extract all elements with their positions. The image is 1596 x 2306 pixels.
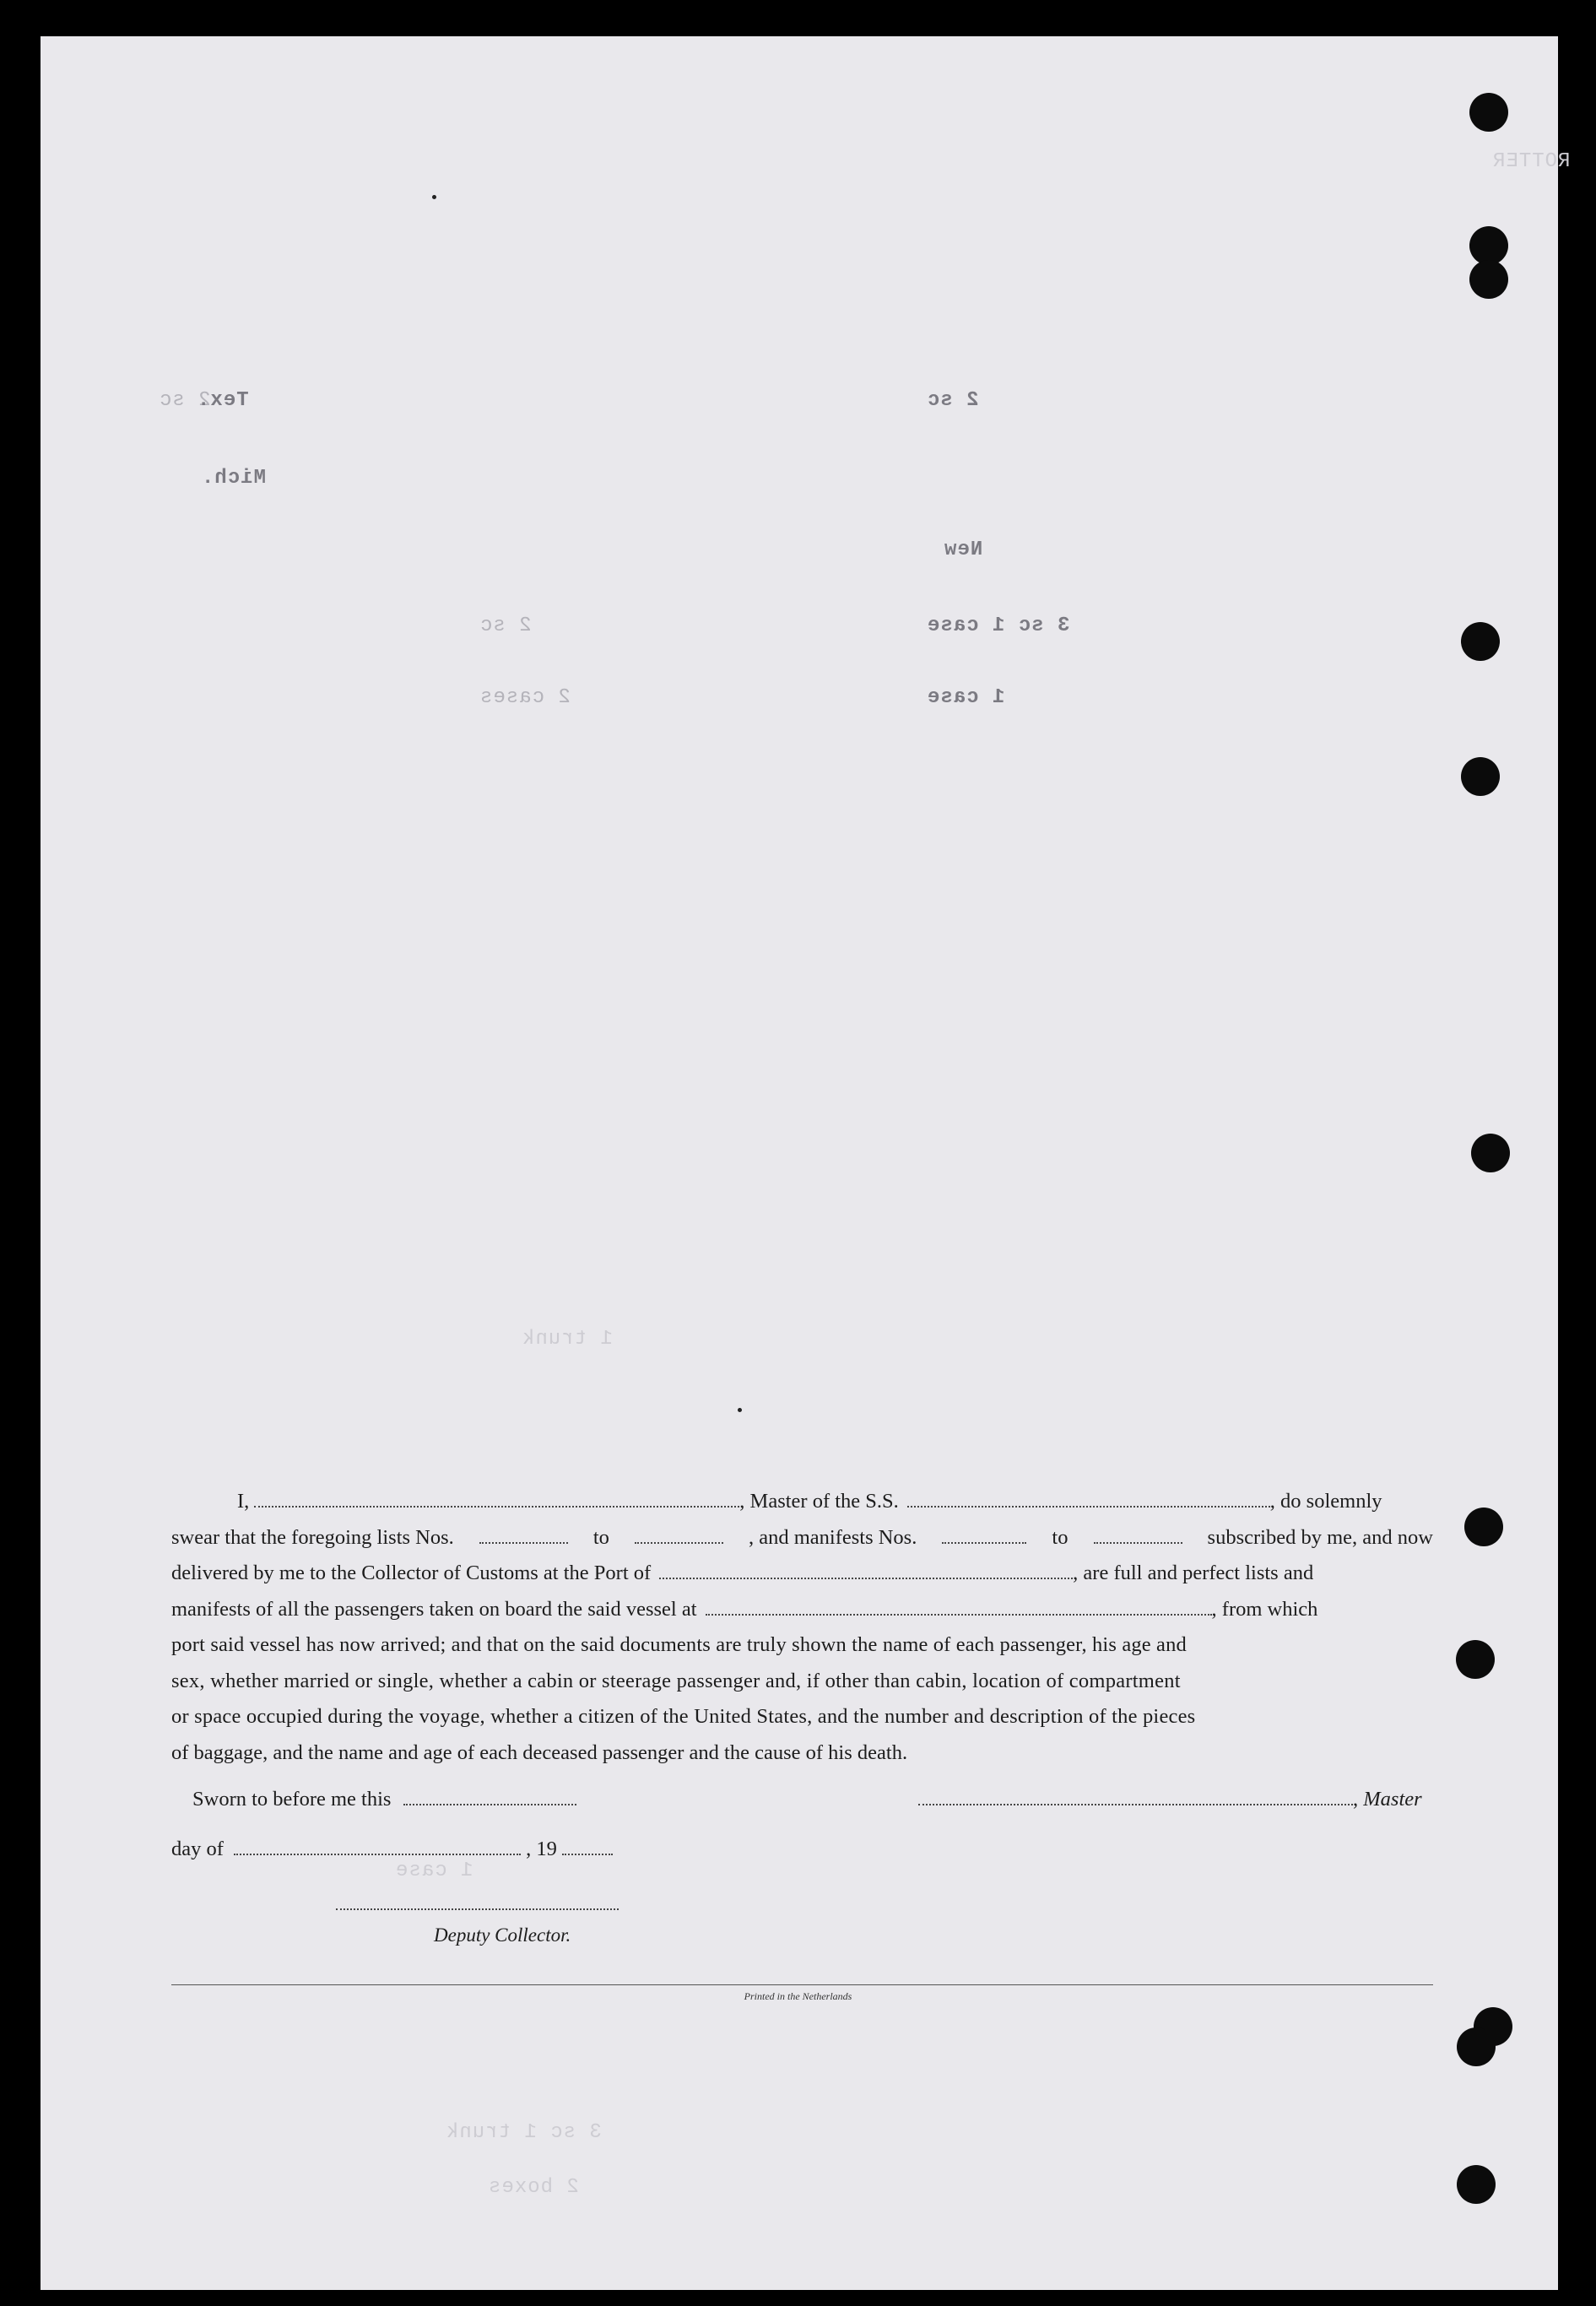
- sworn-line: [192, 1788, 576, 1811]
- day-of-field[interactable]: [234, 1838, 521, 1855]
- master-name-field[interactable]: [254, 1491, 739, 1508]
- deputy-collector-label: Deputy Collector.: [434, 1924, 571, 1946]
- oath-text: delivered by me to the Collector of Customs at the Port of: [171, 1562, 652, 1584]
- master-signature-field[interactable]: [918, 1789, 1353, 1805]
- ink-speck: [432, 195, 436, 199]
- bleed-through-text: 2 boxes: [488, 2176, 579, 2199]
- oath-line: [171, 1520, 1433, 1556]
- bleed-through-text: ROTTER: [1492, 150, 1571, 173]
- oath-line: [171, 1664, 1433, 1700]
- oath-line: [171, 1735, 1433, 1772]
- bleed-through-text: 2 sc: [479, 614, 532, 637]
- sworn-text: Sworn to before me this: [192, 1788, 392, 1811]
- punch-hole: [1469, 93, 1508, 132]
- oath-text: manifests of all the passengers taken on board the said vessel at: [171, 1597, 697, 1621]
- deputy-collector-signature-field[interactable]: [336, 1908, 619, 1910]
- list-number-from-field[interactable]: [479, 1527, 568, 1544]
- punch-hole: [1457, 2027, 1496, 2066]
- departure-port-field[interactable]: [706, 1599, 1212, 1616]
- oath-text: I,: [237, 1490, 250, 1513]
- year-text: , 19: [526, 1838, 557, 1860]
- punch-hole: [1461, 622, 1500, 661]
- bleed-through-text: 1 trunk: [522, 1328, 613, 1351]
- oath-text: , from which: [1211, 1597, 1318, 1621]
- punch-hole: [1471, 1134, 1510, 1172]
- oath-text: or space occupied during the voyage, whether a citizen of the United States, and the number and description of the pieces: [171, 1705, 1196, 1728]
- punch-hole: [1469, 260, 1508, 299]
- oath-text: swear that the foregoing lists Nos.: [171, 1525, 454, 1549]
- master-oath: [171, 1484, 1433, 1771]
- oath-text: , and manifests Nos.: [748, 1525, 917, 1549]
- oath-text: to: [1052, 1525, 1069, 1549]
- year-field[interactable]: [562, 1838, 613, 1855]
- footer-rule: [171, 1984, 1433, 1985]
- master-label: [1353, 1788, 1422, 1811]
- punch-hole: [1456, 1640, 1495, 1679]
- punch-hole: [1461, 757, 1500, 796]
- bleed-through-text: 3 sc 1 trunk: [446, 2121, 602, 2144]
- oath-text: , Master of the S.S.: [739, 1490, 899, 1513]
- master-label-text: , Master: [1353, 1788, 1422, 1811]
- oath-text: to: [592, 1525, 609, 1549]
- oath-line: [171, 1592, 1433, 1628]
- bleed-through-text: 1 case: [395, 1859, 473, 1882]
- bleed-through-text: 2 sc: [927, 389, 979, 412]
- punch-hole: [1464, 1508, 1503, 1546]
- manifest-number-to-field[interactable]: [1094, 1527, 1182, 1544]
- oath-text: port said vessel has now arrived; and that on the said documents are truly shown the name of each passenger, his age and: [171, 1633, 1187, 1656]
- manifest-number-from-field[interactable]: [942, 1527, 1026, 1544]
- sworn-date-field[interactable]: [403, 1789, 576, 1805]
- oath-text: subscribed by me, and now: [1207, 1525, 1433, 1549]
- bleed-through-text: New: [944, 539, 983, 561]
- oath-line: [171, 1556, 1433, 1592]
- bleed-through-text: Tex.: [197, 389, 249, 412]
- punch-hole: [1457, 2165, 1496, 2204]
- oath-line: [171, 1627, 1433, 1664]
- oath-text: , are full and perfect lists and: [1073, 1562, 1314, 1584]
- bleed-through-text: 2 sc: [159, 389, 211, 412]
- bleed-through-text: Mich.: [201, 467, 267, 490]
- day-of-text: day of: [171, 1838, 224, 1860]
- oath-line: [171, 1699, 1433, 1735]
- day-of-line: [171, 1838, 613, 1861]
- master-signature-line: [918, 1788, 1422, 1811]
- ink-speck: [738, 1408, 742, 1412]
- ship-name-field[interactable]: [907, 1491, 1270, 1508]
- bleed-through-text: 2 cases: [479, 686, 571, 709]
- port-field[interactable]: [659, 1562, 1073, 1579]
- oath-text: of baggage, and the name and age of each deceased passenger and the cause of his death.: [171, 1740, 908, 1764]
- bleed-through-text: 3 sc 1 case: [927, 614, 1070, 637]
- oath-text: sex, whether married or single, whether a cabin or steerage passenger and, if other than cabin, location of compartment: [171, 1669, 1181, 1692]
- bleed-through-text: 1 case: [927, 686, 1005, 709]
- oath-line: [171, 1484, 1433, 1520]
- list-number-to-field[interactable]: [635, 1527, 723, 1544]
- document-page: [41, 36, 1571, 2290]
- oath-text: , do solemnly: [1269, 1490, 1382, 1513]
- printed-note: Printed in the Netherlands: [744, 1990, 852, 2002]
